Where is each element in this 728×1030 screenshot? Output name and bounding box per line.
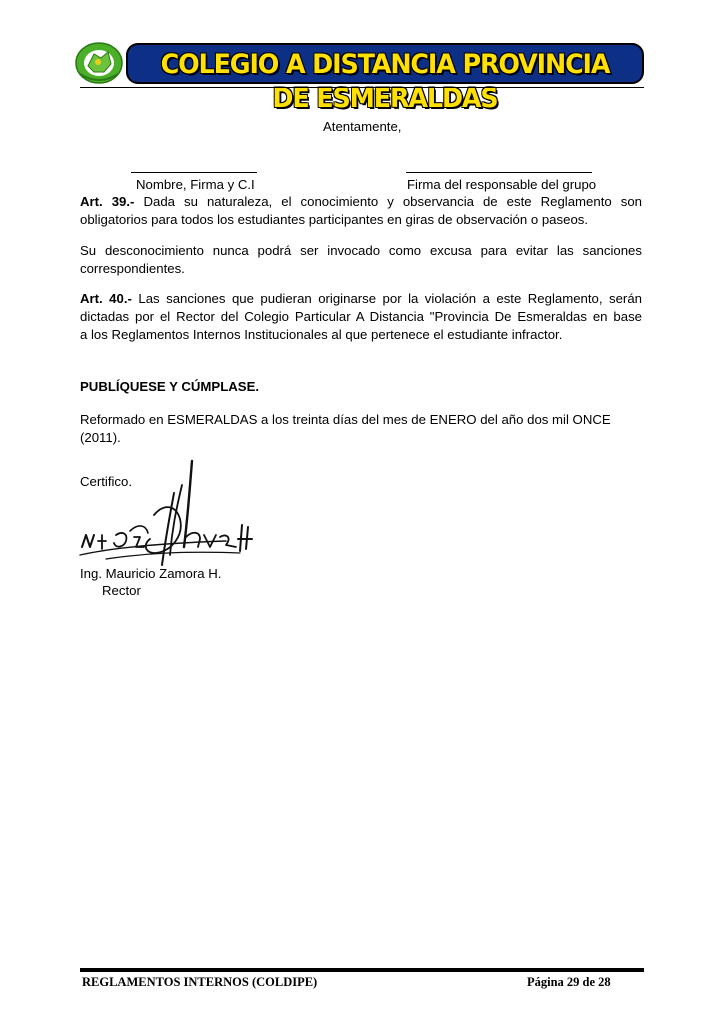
signature-label-right: Firma del responsable del grupo xyxy=(407,177,597,192)
note-text-1: Su desconocimiento nunca podrá ser invocado como excusa para evitar las sanciones xyxy=(80,243,642,258)
signature-label-left: Nombre, Firma y C.I xyxy=(136,177,255,192)
footer-document-title: REGLAMENTOS INTERNOS (COLDIPE) xyxy=(82,975,318,989)
article-40 xyxy=(80,290,642,344)
article-40-lead: Art. 40.- xyxy=(80,291,132,306)
article-39-text-2: obligatorios para todos los estudiantes participantes en giras de observación o paseos. xyxy=(80,212,589,227)
article-39-line-1 xyxy=(80,193,642,211)
school-logo-icon xyxy=(74,40,124,86)
article-39 xyxy=(80,193,642,229)
signer-role: Rector xyxy=(102,583,141,598)
header-divider xyxy=(80,87,644,88)
reformado-text-2: (2011). xyxy=(80,430,121,445)
publiquese-heading: PUBLÍQUESE Y CÚMPLASE. xyxy=(80,379,260,394)
page-title: COLEGIO A DISTANCIA PROVINCIA DE ESMERALDAS xyxy=(160,49,610,114)
article-40-text-3: a los Reglamentos Internos Institucionales al que pertenece el estudiante infractor. xyxy=(80,327,563,342)
article-40-line-1 xyxy=(80,290,642,308)
article-40-text-1: Las sanciones que pudieran originarse por la violación a este Reglamento, serán xyxy=(138,291,642,306)
article-40-text-2: dictadas por el Rector del Colegio Particular A Distancia "Provincia De Esmeraldas en base xyxy=(80,309,642,324)
article-39-text-1: Dada su naturaleza, el conocimiento y observancia de este Reglamento son xyxy=(143,194,642,209)
title-banner xyxy=(126,43,644,114)
signature-line-right xyxy=(406,172,592,173)
certifico-text: Certifico. xyxy=(80,474,133,489)
signature-line-left xyxy=(131,172,257,173)
closing-text: Atentamente, xyxy=(323,119,402,134)
article-39-lead: Art. 39.- xyxy=(80,194,135,209)
reformado-paragraph xyxy=(80,411,642,447)
note-text-2: correspondientes. xyxy=(80,261,185,276)
reformado-text-1: Reformado en ESMERALDAS a los treinta días del mes de ENERO del año dos mil ONCE xyxy=(80,412,611,427)
footer-page-number: Página 29 de 28 xyxy=(527,975,611,989)
signer-name: Ing. Mauricio Zamora H. xyxy=(80,566,222,581)
note-paragraph xyxy=(80,242,642,278)
footer-divider xyxy=(80,968,644,972)
